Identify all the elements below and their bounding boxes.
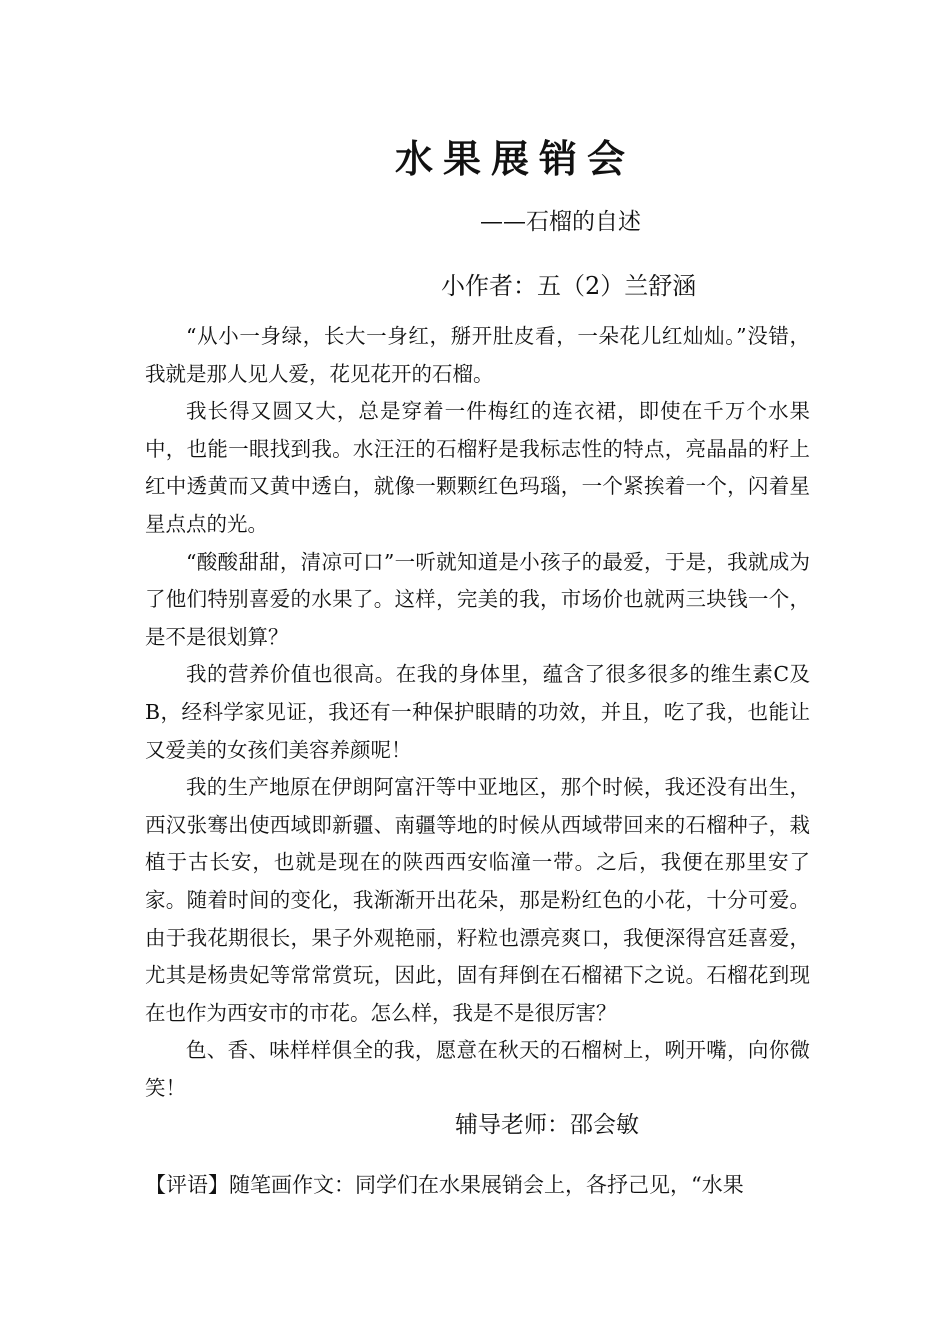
paragraph: 我长得又圆又大，总是穿着一件梅红的连衣裙，即使在千万个水果中，也能一眼找到我。水汪汪的石榴籽是我标志性的特点，亮晶晶的籽上红中透黄而又黄中透白，就像一颗颗红色玛瑙，一个紧挨着一个，闪着星星点点的光。 [145,399,810,536]
comment-line: 【评语】随笔画作文：同学们在水果展销会上，各抒己见，“水果 [145,1173,744,1197]
essay-body [145,318,810,1107]
document-subtitle: ——石榴的自述 [480,209,641,235]
author-line: 小作者：五（2）兰舒涵 [441,272,697,300]
paragraph: 我的营养价值也很高。在我的身体里，蕴含了很多很多的维生素C及B，经科学家见证，我还有一种保护眼睛的功效，并且，吃了我，也能让又爱美的女孩们美容养颜呢！ [145,662,810,762]
teacher-line: 辅导老师：邵会敏 [455,1112,639,1138]
document-title: 水果展销会 [394,137,635,181]
paragraph: 色、香、味样样俱全的我，愿意在秋天的石榴树上，咧开嘴，向你微笑！ [145,1038,810,1100]
paragraph: “从小一身绿，长大一身红，掰开肚皮看，一朵花儿红灿灿。”没错，我就是那人见人爱，花见花开的石榴。 [145,324,810,386]
paragraph: 我的生产地原在伊朗阿富汗等中亚地区，那个时候，我还没有出生，西汉张骞出使西域即新疆、南疆等地的时候从西域带回来的石榴种子，栽植于古长安，也就是现在的陕西西安临潼一带。之后，我便在那里安了家。随着时间的变化，我渐渐开出花朵，那是粉红色的小花，十分可爱。由于我花期很长，果子外观艳丽，籽粒也漂亮爽口，我便深得宫廷喜爱，尤其是杨贵妃等常常赏玩，因此，固有拜倒在石榴裙下之说。石榴花到现在也作为西安市的市花。怎么样，我是不是很厉害？ [145,775,810,1025]
paragraph: “酸酸甜甜，清凉可口”一听就知道是小孩子的最爱，于是，我就成为了他们特别喜爱的水果了。这样，完美的我，市场价也就两三块钱一个，是不是很划算？ [145,549,810,649]
